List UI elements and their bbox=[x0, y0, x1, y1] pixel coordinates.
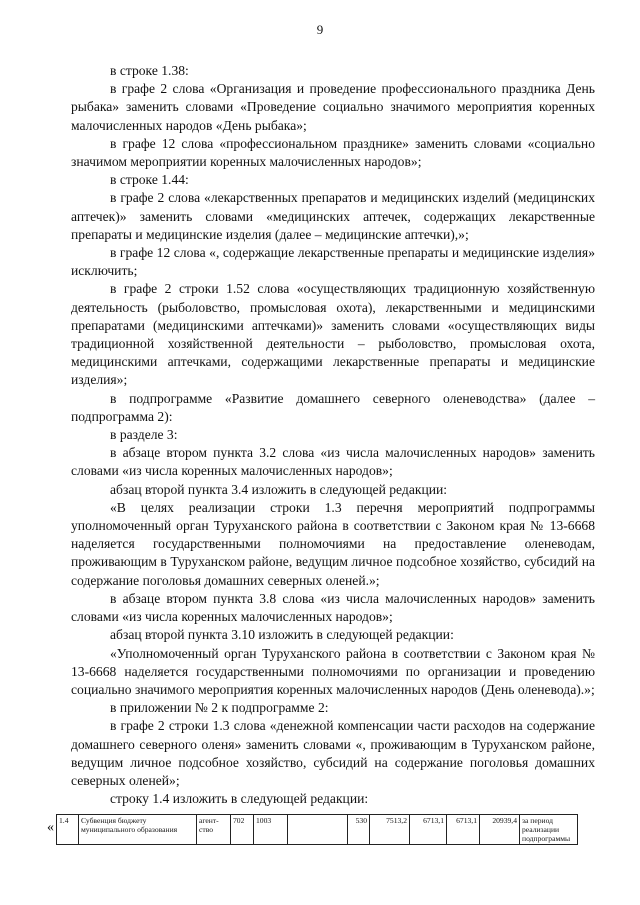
paragraph: в графе 2 слова «лекарственных препаратов и медицинских изделий (медицинских аптечек)» заменить словами «медицинских аптечек, содержащих лекарственные препараты и медицинские изделия (далее – медицинские аптечки),»; bbox=[71, 190, 595, 242]
row-note-cell: за период реализации подпрограммы bbox=[520, 815, 578, 845]
document-body bbox=[71, 62, 595, 808]
paragraph: в строке 1.44: bbox=[110, 172, 189, 188]
row-year1-cell: 7513,2 bbox=[370, 815, 410, 845]
opening-quote-mark: « bbox=[47, 820, 54, 835]
page-number: 9 bbox=[316, 22, 324, 37]
row-agency-cell: агент-ство bbox=[197, 815, 231, 845]
paragraph: в подпрограмме «Развитие домашнего северного оленеводства» (далее – подпрограмма 2): bbox=[71, 390, 595, 424]
paragraph: в графе 2 строки 1.3 слова «денежной компенсации части расходов на содержание домашнего северного оленя» заменить словами «, проживающим в Туруханском районе, ведущим личное подсобное хозяйство, субсидий на содержание поголовья домашних северных оленей»; bbox=[71, 718, 595, 788]
paragraph: абзац второй пункта 3.4 изложить в следующей редакции: bbox=[110, 481, 448, 497]
paragraph: в приложении № 2 к подпрограмме 2: bbox=[110, 700, 329, 716]
paragraph: «Уполномоченный орган Туруханского района в соответствии с Законом края № 13-6668 наделяется государственными полномочиями по организации и проведению социально значимого мероприятия коренных малочисленных народов (День оленевода).»; bbox=[71, 645, 595, 697]
row-total-cell: 20939,4 bbox=[480, 815, 520, 845]
row-year2-cell: 6713,1 bbox=[410, 815, 447, 845]
row-code2-cell: 1003 bbox=[254, 815, 288, 845]
paragraph: в графе 2 строки 1.52 слова «осуществляющих традиционную хозяйственную деятельность (рыболовство, промысловая охота), лекарственными и медицинскими препаратами (медицинскими аптечками)» заменить словами «осуществляющих виды традиционной хозяйственной деятельности – рыболовство, промысловая охота, медицинскими аптечками, содержащими лекарственные препараты и медицинские изделия»; bbox=[71, 281, 595, 388]
paragraph: в абзаце втором пункта 3.8 слова «из числа малочисленных народов» заменить словами «из числа коренных малочисленных народов»; bbox=[71, 590, 595, 625]
row-number-cell: 1.4 bbox=[57, 815, 79, 845]
paragraph: в графе 12 слова «, содержащие лекарственные препараты и медицинские изделия» исключить; bbox=[71, 245, 595, 279]
table-row bbox=[57, 815, 578, 845]
row-code1-cell: 702 bbox=[231, 815, 254, 845]
program-table-row bbox=[56, 814, 578, 845]
paragraph: строку 1.4 изложить в следующей редакции: bbox=[110, 791, 369, 807]
row-code4-cell: 530 bbox=[348, 815, 370, 845]
paragraph: «В целях реализации строки 1.3 перечня мероприятий подпрограммы уполномоченный орган Туруханского района в соответствии с Законом края № 13-6668 наделяется государственными полномочиями на предоставление оленеводам, проживающим в Туруханском районе, ведущим личное подсобное хозяйство, субсидий на содержание поголовья домашних северных оленей.»; bbox=[71, 499, 595, 588]
paragraph: абзац второй пункта 3.10 изложить в следующей редакции: bbox=[110, 627, 454, 643]
paragraph: в графе 12 слова «профессиональном празднике» заменить словами «социально значимом мероприятии коренных малочисленных народов»; bbox=[71, 135, 595, 170]
paragraph: в абзаце втором пункта 3.2 слова «из числа малочисленных народов» заменить словами «из числа коренных малочисленных народов»; bbox=[71, 445, 595, 479]
paragraph: в разделе 3: bbox=[110, 427, 178, 443]
paragraph: в строке 1.38: bbox=[110, 63, 189, 78]
row-code3-cell bbox=[288, 815, 348, 845]
row-year3-cell: 6713,1 bbox=[447, 815, 480, 845]
paragraph: в графе 2 слова «Организация и проведение профессионального праздника День рыбака» заменить словами «Проведение социально значимого мероприятия коренных малочисленных народов «День рыбака»; bbox=[71, 81, 595, 133]
row-name-cell: Субвенция бюджету муниципального образования bbox=[79, 815, 197, 845]
